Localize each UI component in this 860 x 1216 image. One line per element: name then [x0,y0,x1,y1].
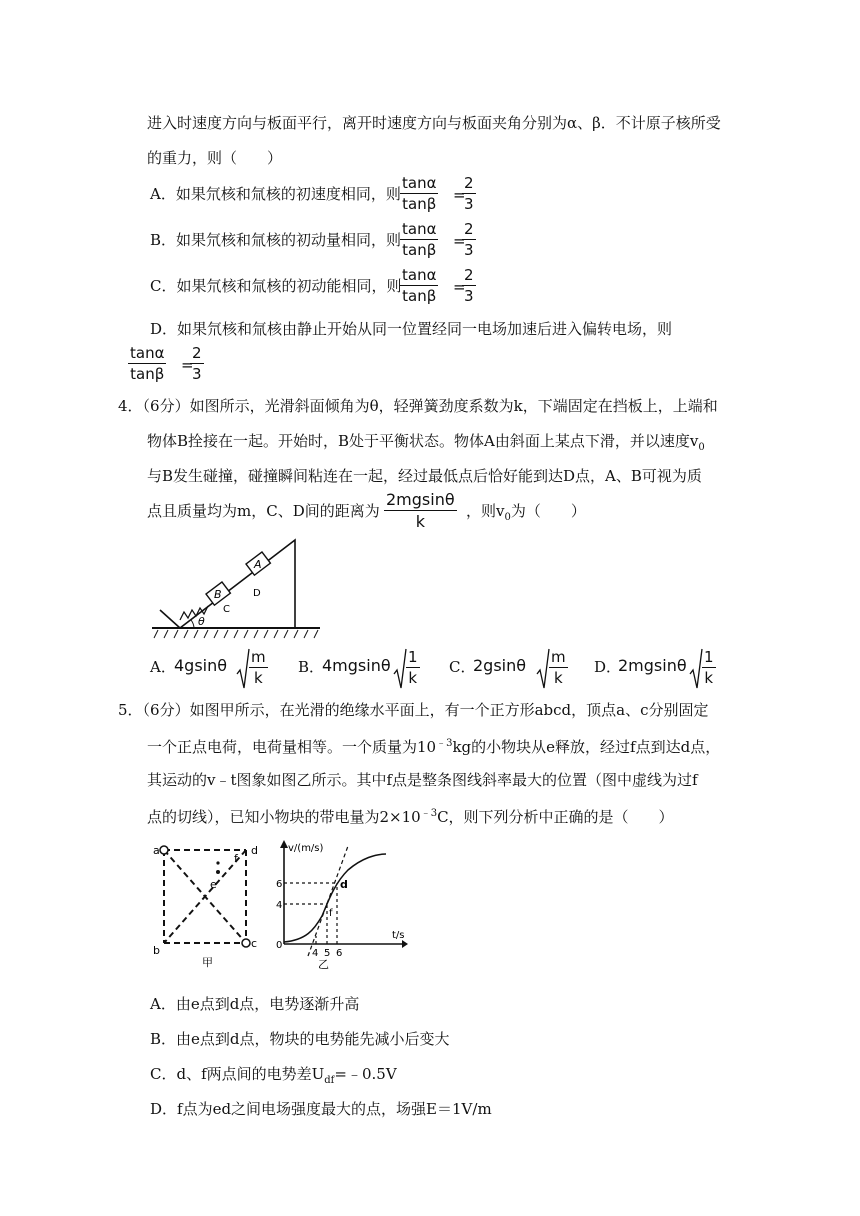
q3-option-b: B．如果氘核和氚核的初动量相同，则 [150,231,402,249]
q5-line-1: 5．（6分）如图甲所示，在光滑的绝缘水平面上，有一个正方形abcd，顶点a、c分别固定 [118,701,709,719]
point-d-label: D [253,588,261,599]
point-f-label: f [234,852,238,865]
q5-line-2: 一个正点电荷，电荷量相等。一个质量为$10^{﹣3}kg$的小物块从e释放，经过f点到达d点， [147,738,721,756]
q4-cd-distance: $\frac{2mgsin\theta}{k}$ [386,490,455,531]
q3-option-d-ratio: $\frac{\tan\alpha}{\tan\beta}$ [130,344,165,383]
q5-option-a: A．由e点到d点，电势逐渐升高 [150,995,360,1013]
q3-option-c: C．如果氘核和氚核的初动能相同，则 [150,277,402,295]
q4-line-1: 4．（6分）如图所示，光滑斜面倾角为θ，轻弹簧劲度系数为k，下端固定在挡板上，上端和 [118,397,718,415]
q3-option-b-ratio: $\frac{\tan\alpha}{\tan\beta}$ [402,220,437,259]
vertex-c-label: c [251,937,258,950]
q4-option-c-radicand: $\frac{m}{k}$ [551,648,566,687]
q4-option-c-label: C． [449,658,476,676]
q4-incline-figure [150,532,325,640]
q3-option-d: D．如果氘核和氚核由静止开始从同一位置经同一电场加速后进入偏转电场，则 [150,320,673,338]
q4-line-4-post: ，则$v_0$为（ ） [466,502,586,523]
block-b-label: B [214,588,222,601]
q3-option-a-value: $\frac{2}{3}$ [464,174,474,213]
q3-option-a: A．如果氘核和氚核的初速度相同，则 [150,185,401,203]
sqrt-icon [536,648,550,690]
q5-line-3: 其运动的v﹣t图象如图乙所示。其中f点是整条图线斜率最大的位置（图中虚线为过f [147,771,698,789]
q3-option-b-value: $\frac{2}{3}$ [464,220,474,259]
q4-option-b-label: B． [298,658,325,676]
x-tick-5: 5 [324,948,331,959]
x-tick-6: 6 [336,948,343,959]
figure-jia-caption: 甲 [202,956,213,969]
q4-option-a-label: A． [150,658,176,676]
sqrt-icon [393,648,407,690]
q4-line-2: 物体B拴接在一起。开始时，B处于平衡状态。物体A由斜面上某点下滑，并以速度$v_0$ [147,432,705,453]
q3-option-a-ratio: $\frac{\tan\alpha}{\tan\beta}$ [402,174,437,213]
q4-option-a-coef: 4gsinθ [174,656,228,675]
q4-option-b-coef: 4mgsinθ [322,656,391,675]
q4-option-b-radicand: $\frac{1}{k}$ [408,648,418,687]
block-a-label: A [254,558,262,571]
q4-line-4-pre: 点且质量均为m，C、D间的距离为 [147,502,380,520]
q3-line-1: 进入时速度方向与板面平行，离开时速度方向与板面夹角分别为α、β．不计原子核所受 [147,114,721,132]
q4-option-d-coef: 2mgsinθ [618,656,687,675]
q5-option-c: C．d、f两点间的电势差$U_{df}=﹣0.5V$ [150,1065,397,1086]
q4-line-3: 与B发生碰撞，碰撞瞬间粘连在一起，经过最低点后恰好能到达D点，A、B可视为质 [147,467,702,485]
q3-option-c-value: $\frac{2}{3}$ [464,266,474,305]
point-e-label: e [210,878,217,891]
y-tick-6: 6 [276,879,283,890]
x-axis-label: t/s [392,930,405,941]
y-axis-label: v/(m/s) [288,843,324,854]
q3-option-d-value: $\frac{2}{3}$ [192,344,202,383]
q4-option-d-label: D． [594,658,622,676]
x-tick-4: 4 [312,948,319,959]
q5-option-d: D．f点为ed之间电场强度最大的点，场强E＝1V/m [150,1100,492,1118]
figure-yi-caption: 乙 [318,958,329,971]
sqrt-icon [689,648,703,690]
point-c-label: C [223,604,230,615]
origin-label: 0 [276,940,283,951]
q4-option-d-radicand: $\frac{1}{k}$ [704,648,714,687]
q4-option-a-radicand: $\frac{m}{k}$ [251,648,266,687]
point-d-label: d [340,878,348,891]
theta-label: θ [198,615,205,628]
vertex-a-label: a [153,844,160,857]
y-tick-4: 4 [276,900,283,911]
q5-option-b: B．由e点到d点，物块的电势能先减小后变大 [150,1030,450,1048]
q3-line-2: 的重力，则（ ） [147,149,283,167]
vertex-d-label: d [251,844,258,857]
vertex-b-label: b [153,944,160,957]
q5-square-figure [150,838,272,970]
point-f-label: f [329,908,333,919]
q5-vt-graph [276,836,410,974]
q4-option-c-coef: 2gsinθ [473,656,527,675]
sqrt-icon [236,648,250,690]
q5-line-4: 点的切线），已知小物块的带电量为$2\times 10^{﹣3}C$，则下列分析中正确的是（ ） [147,808,674,826]
q3-option-c-ratio: $\frac{\tan\alpha}{\tan\beta}$ [402,266,437,305]
